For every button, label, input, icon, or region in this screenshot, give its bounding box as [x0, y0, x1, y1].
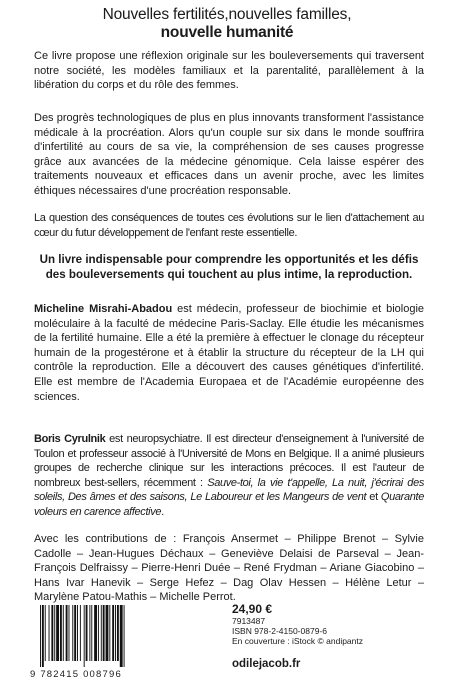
intro-paragraph: [34, 49, 424, 93]
author-name-misrahi: Micheline Misrahi-Abadou: [34, 303, 173, 315]
author-name-cyrulnik: Boris Cyrulnik: [34, 433, 106, 445]
barcode-bar: [84, 605, 85, 667]
headline-line-1: Nouvelles fertilités,nouvelles familles,: [102, 6, 352, 23]
barcode-bar: [80, 605, 81, 661]
lead-statement: Un livre indispensable pour comprendre les opportunités et les défis des bouleversements qui touchent au plus intime, la reproduction.: [39, 253, 419, 282]
isbn-number: ISBN 978-2-4150-0879-6: [232, 626, 327, 636]
author-bio-misrahi-body: est médecin, professeur de biochimie et biologie moléculaire à la faculté de médecine Paris-Saclay. Elle étudie les mécanismes de la fertilité humaine. Elle a été la première à effectuer le clonage du récepteur humain de la progestérone et à établir la structure du récepteur de la LH qui contrôle la reproduction. Elle a découvert des causes génétiques d'infertilité. Elle est membre de l'Academia Europaea et de l'Académie européenne des sciences.: [34, 303, 424, 403]
barcode-bar: [94, 605, 97, 661]
barcode-bar: [66, 605, 68, 661]
author-bio-cyrulnik: [34, 432, 424, 520]
barcode-bar: [86, 605, 88, 661]
publisher-website[interactable]: odilejacob.fr: [232, 658, 301, 670]
technology-text: Des progrès technologiques de plus en plus innovants transforment l'assistance médicale à la procréation. Alors qu'un couple sur six dans le monde souffrira d'infertilité au cours de sa vie, la compréhension de ses causes progresse grâce aux avancées de la médecine génomique. Cela laisse espérer des traitements nouveaux et efficaces dans un avenir proche, avec les limites éthiques nécessaires d'une procréation responsable.: [34, 112, 424, 197]
barcode-bar: [120, 605, 123, 667]
barcode-bar: [89, 605, 90, 661]
barcode-bar: [117, 605, 119, 661]
isbn-barcode: [30, 605, 160, 681]
barcode-bar: [115, 605, 116, 661]
price-block: [232, 602, 432, 646]
barcode-bar: [74, 605, 76, 661]
barcode-bar: [91, 605, 92, 661]
cover-headline: [32, 6, 422, 42]
barcode-bar: [54, 605, 55, 661]
barcode-bar: [56, 605, 59, 661]
barcode-bar: [63, 605, 64, 661]
barcode-bar: [51, 605, 53, 661]
book-title-last: Quarante voleurs en carence affective: [34, 491, 424, 518]
author-bio-misrahi-text: [34, 302, 424, 404]
author-bio-misrahi: [34, 302, 424, 404]
contributions-text: Avec les contributions de : François Ansermet – Philippe Brenot – Sylvie Cadolle – Jean-Hugues Déchaux – Geneviève Delaisi de Parseval – Jean-François Delfraissy – Pierre-Henri Duée – René Frydman – Ariane Giacobino – Hans Ivar Hanevik – Serge Hefez – Dag Olav Hessen – Hélène Letur – Marylène Patou-Mathis – Michelle Perrot.: [34, 533, 424, 604]
book-titles-conjunction: et: [366, 491, 381, 504]
cover-credit: En couverture : iStock © andipantz: [232, 636, 363, 646]
bio-end: .: [161, 505, 164, 518]
attachment-paragraph: [34, 211, 424, 240]
barcode-bar: [49, 605, 50, 661]
barcode-bar: [103, 605, 105, 661]
book-titles: Sauve-toi, la vie t'appelle, La nuit, j'écrirai des soleils, Des âmes et des saisons, Le Laboureur et les Mangeurs de vent: [34, 476, 424, 504]
product-code: 7913487: [232, 616, 266, 626]
attachment-text: La question des conséquences de toutes ces évolutions sur le lien d'attachement au cœur du futur développement de l'enfant reste essentielle.: [34, 212, 424, 239]
price: 24,90 €: [232, 602, 273, 616]
barcode-bars: [30, 605, 160, 667]
barcode-bar: [112, 605, 114, 661]
intro-text: Ce livre propose une réflexion originale sur les bouleversements qui traversent notre société, les modèles familiaux et la parentalité, parallèlement à la libération du corps et du rôle des femmes.: [34, 50, 424, 92]
barcode-digits: 9 782415 008796: [30, 669, 122, 680]
barcode-bar: [106, 605, 109, 661]
barcode-bar: [109, 605, 110, 661]
barcode-bar: [124, 605, 125, 667]
barcode-bar: [42, 605, 44, 667]
barcode-bar: [98, 605, 99, 661]
barcode-bar: [72, 605, 73, 661]
author-bio-cyrulnik-text: [34, 432, 424, 520]
barcode-bar: [60, 605, 62, 661]
barcode-bar: [45, 605, 46, 661]
barcode-bar: [77, 605, 78, 661]
barcode-bar: [69, 605, 70, 661]
headline-line-2: nouvelle humanité: [160, 24, 294, 41]
barcode-bar: [101, 605, 102, 661]
barcode-bar: [40, 605, 41, 667]
author-bio-cyrulnik-body: est neuropsychiatre. Il est directeur d'enseignement à l'université de Toulon et professeur associé à l'Université de Mons en Belgique. Il a animé plusieurs groupes de recherche clinique sur les interactions précoces. Il est l'auteur de nombreux best-sellers, récemment :: [34, 433, 424, 489]
contributions-list: [34, 532, 424, 605]
technology-paragraph: [34, 111, 424, 199]
